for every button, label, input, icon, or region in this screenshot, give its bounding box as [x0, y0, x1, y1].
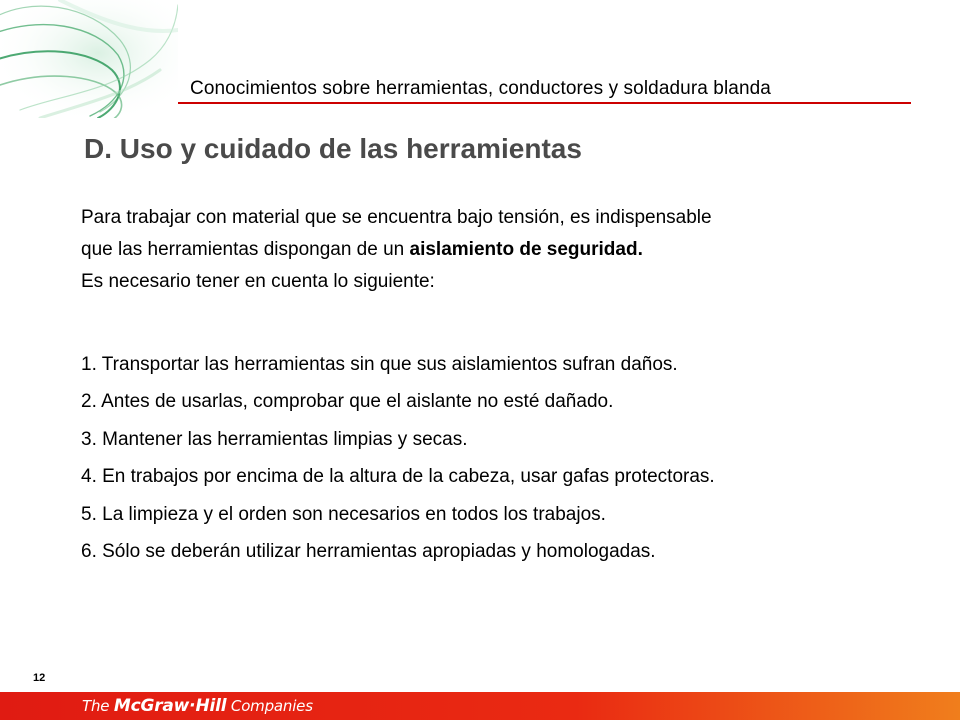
intro-line-3: Es necesario tener en cuenta lo siguiente:: [81, 271, 435, 292]
list-item: 5. La limpieza y el orden son necesarios en todos los trabajos.: [81, 503, 606, 525]
list-item: 4. En trabajos por encima de la altura de la cabeza, usar gafas protectoras.: [81, 466, 715, 488]
intro-paragraph: [81, 202, 901, 298]
page-number: 12: [33, 672, 46, 684]
intro-line-1: Para trabajar con material que se encuentra bajo tensión, es indispensable: [81, 207, 712, 228]
recommendations-list: [81, 346, 921, 570]
footer-bar: [0, 692, 960, 720]
list-item: 2. Antes de usarlas, comprobar que el aislante no esté dañado.: [81, 391, 614, 413]
logo-suffix: Companies: [226, 697, 313, 715]
section-title: D. Uso y cuidado de las herramientas: [84, 133, 582, 164]
list-item: 1. Transportar las herramientas sin que sus aislamientos sufran daños.: [81, 354, 678, 375]
publisher-logo: [82, 696, 313, 716]
decorative-swirl-graphic: [0, 0, 178, 118]
intro-line-2-text: que las herramientas dispongan de un: [81, 239, 410, 260]
header-title: Conocimientos sobre herramientas, conductores y soldadura blanda: [190, 78, 771, 99]
list-item: 6. Sólo se deberán utilizar herramientas apropiadas y homologadas.: [81, 540, 656, 562]
intro-line-2: [81, 234, 901, 266]
list-item: 3. Mantener las herramientas limpias y secas.: [81, 428, 468, 450]
intro-line-2-bold: aislamiento de seguridad.: [409, 239, 643, 260]
header-divider: [178, 102, 911, 104]
logo-brand: McGraw·Hill: [113, 696, 227, 716]
logo-prefix: The: [82, 697, 114, 715]
